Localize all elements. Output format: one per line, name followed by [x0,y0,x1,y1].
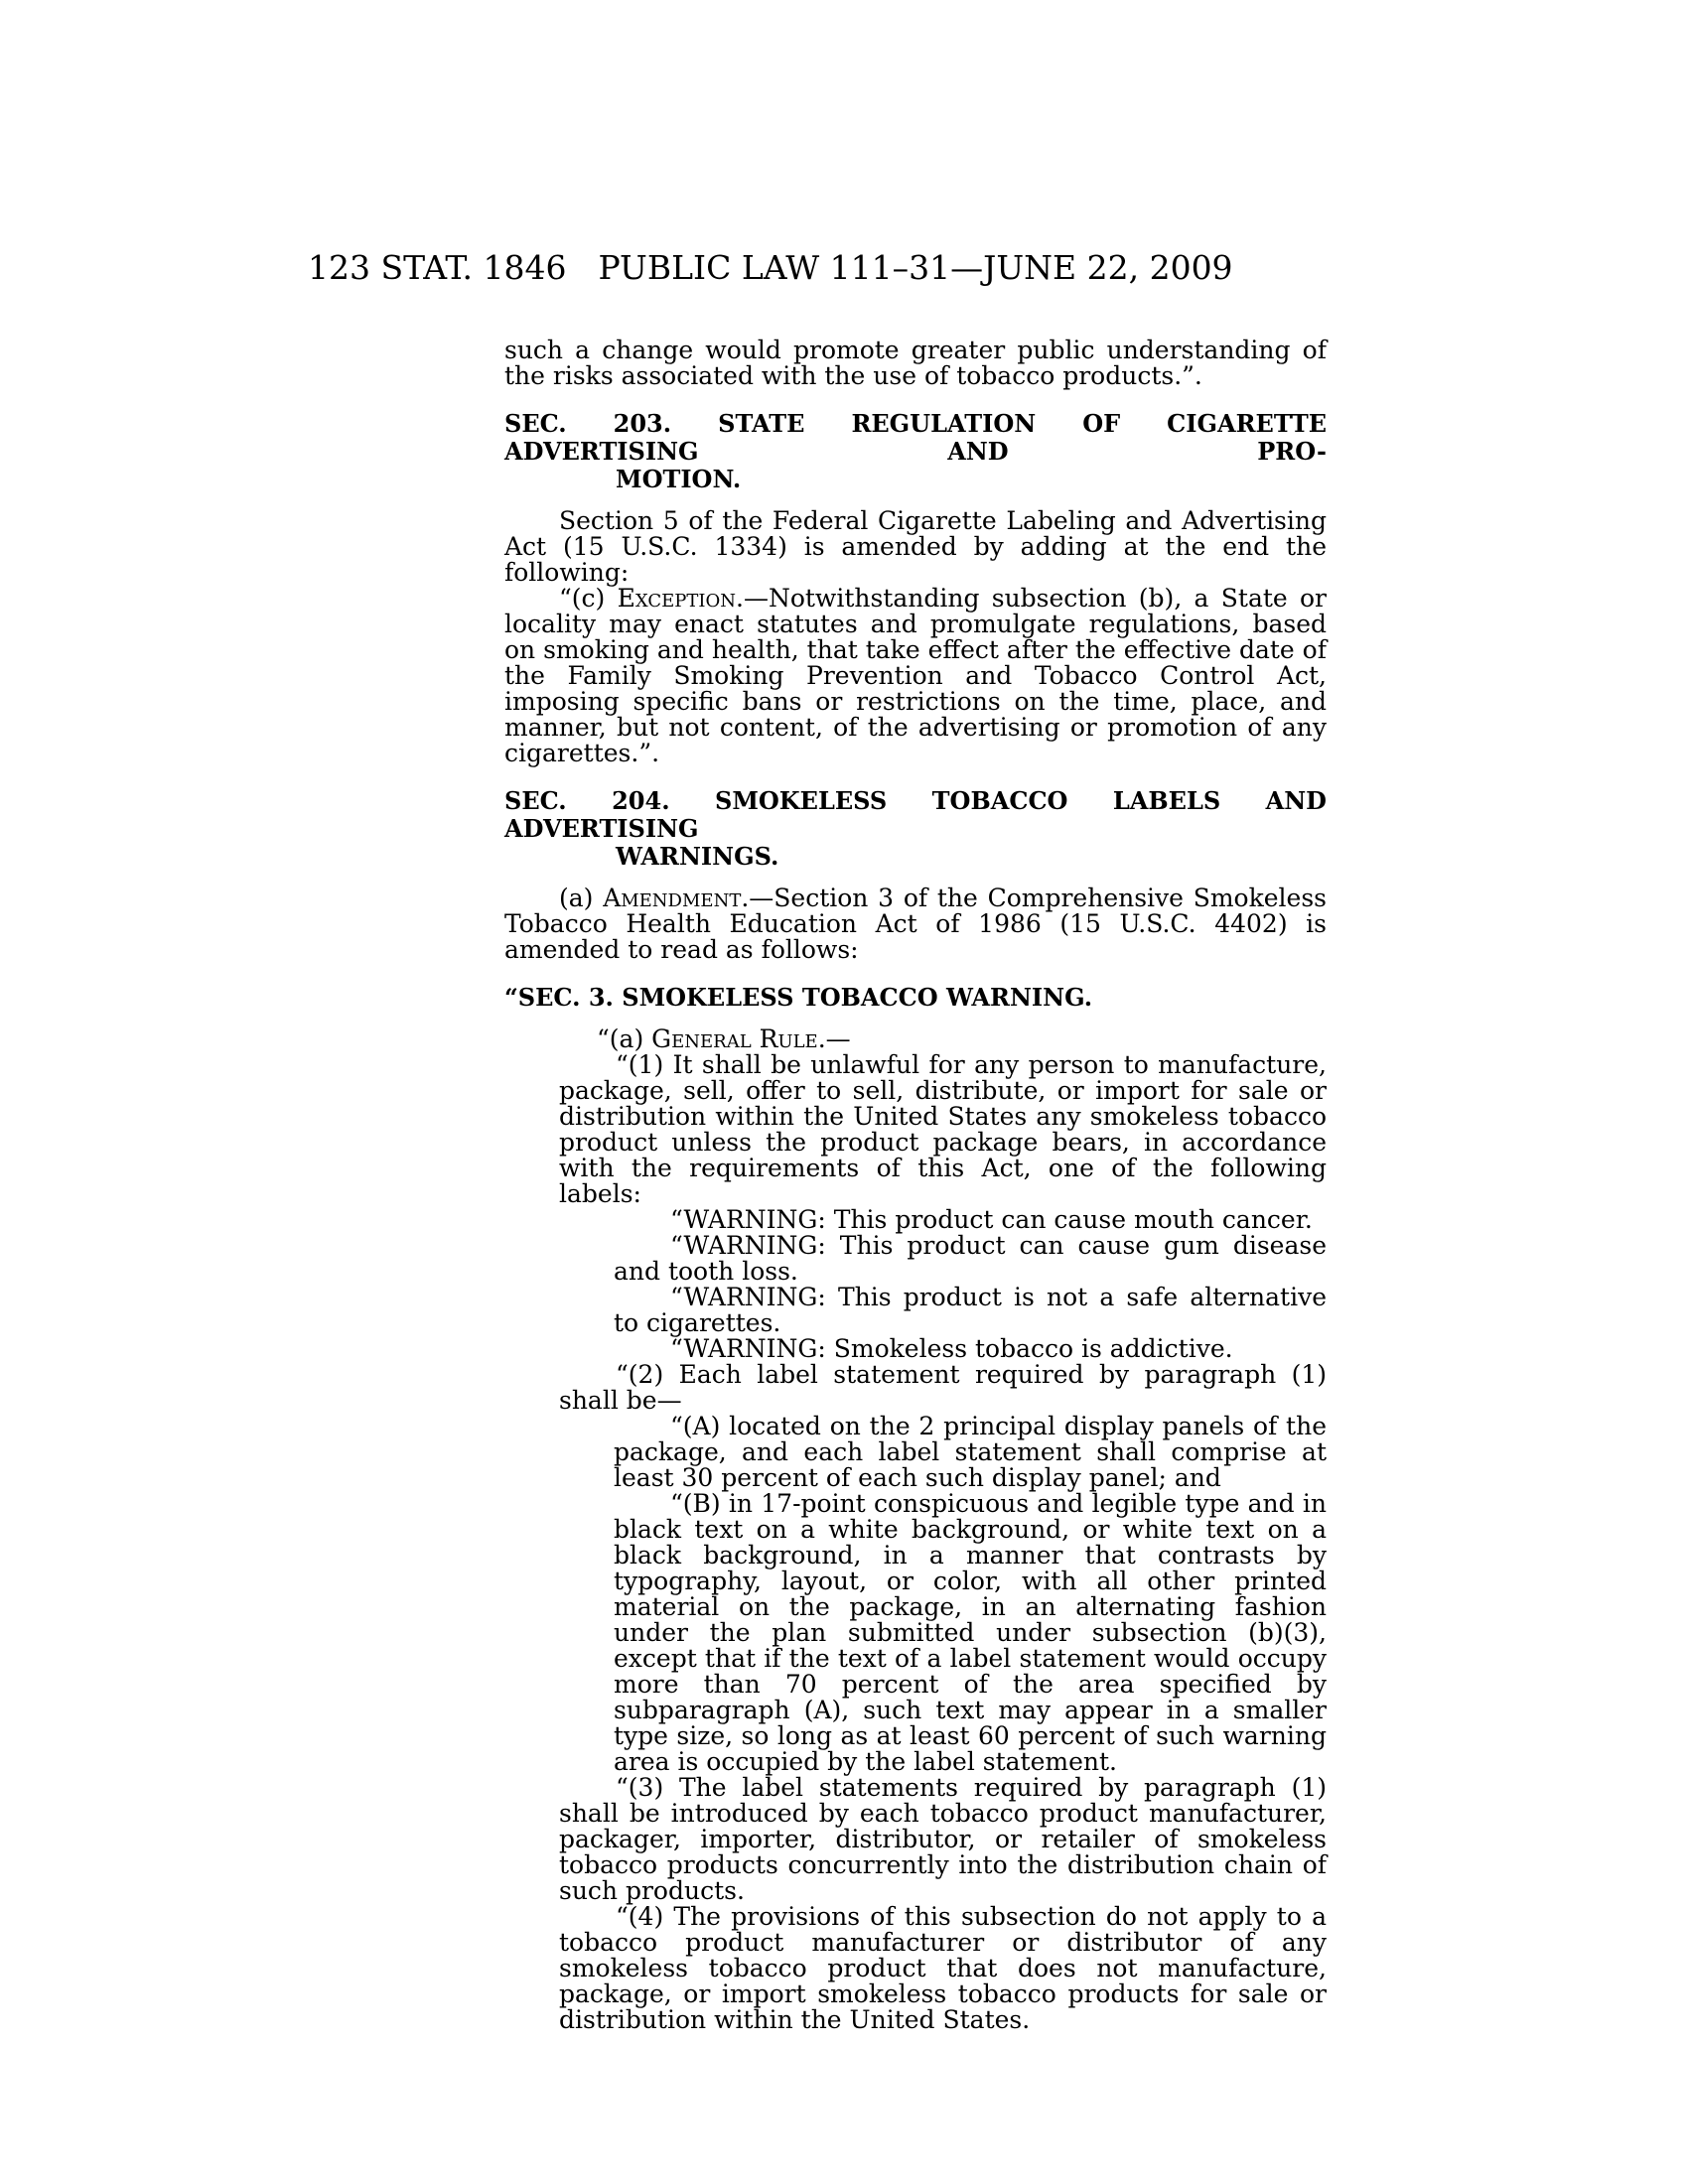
text-run: “(1) It shall be unlawful for any person to manufacture, package, sell, offer to sell, distribute, or import for sale or distribution within the United States any smokeless tobacco product unless the product package bears, in accordance with the requirements of this Act, one of the following labels: [559,1050,1327,1208]
quoted-section-heading [504,984,1327,1012]
running-head [0,250,1688,292]
text-run: “(B) in 17-point conspicuous and legible type and in black text on a white background, or white text on a black background, in a manner that contrasts by typography, layout, or color, with all other printed material on the package, in an alternating fashion under the plan submitted under subsection (b)(3), except that if the text of a label statement would occupy more than 70 percent of the area specified by subparagraph (A), such text may appear in a smaller type size, so long as at least 60 percent of such warning area is occupied by the label statement. [614,1489,1327,1776]
text-run: “(A) located on the 2 principal display panels of the package, and each label statement shall comprise at least 30 percent of each such display panel; and [614,1412,1327,1492]
small-caps-term: General Rule [651,1024,818,1053]
small-caps-term: Exception [617,584,736,613]
statute-paragraph [504,1775,1327,1904]
stat-page-number: 123 STAT. 1846 [308,248,567,287]
text-run: .—Notwithstanding subsection (b), a State or locality may enact statutes and promulgate regulations, based on smoking and health, that take effect after the effective date of the Family Smoking Prevention and Tobacco Control Act, imposing specific bans or restrictions on the time, place, and manner, but not content, of the advertising or promotion of any cigarettes.”. [504,584,1327,767]
public-law-title: PUBLIC LAW 111–31—JUNE 22, 2009 [598,248,1233,287]
section-heading [504,410,1327,493]
statute-subparagraph [504,1285,1327,1336]
statute-subparagraph [504,1207,1327,1233]
text-run: “WARNING: This product can cause gum disease and tooth loss. [614,1231,1327,1286]
statute-subparagraph [504,1491,1327,1775]
statute-paragraph [504,508,1327,586]
statute-paragraph [504,338,1327,389]
text-run: “WARNING: This product can cause mouth cancer. [670,1205,1313,1234]
statute-paragraph [504,1052,1327,1207]
text-run: Section 5 of the Federal Cigarette Labeling and Advertising Act (15 U.S.C. 1334) is amended by adding at the end the following: [504,506,1327,587]
text-run: “(4) The provisions of this subsection do not apply to a tobacco product manufacturer or distributor of any smokeless tobacco product that does not manufacture, package, or import smokeless tobacco products for sale or distribution within the United States. [559,1902,1327,2034]
text-run: “(a) [597,1024,652,1053]
statute-subparagraph [504,1233,1327,1285]
statute-paragraph [504,586,1327,766]
heading-line: “SEC. 3. SMOKELESS TOBACCO WARNING. [504,983,1093,1012]
statute-paragraph [504,1362,1327,1414]
small-caps-term: Amendment [603,884,742,912]
heading-line: SEC. 204. SMOKELESS TOBACCO LABELS AND ADVERTISING [504,786,1327,843]
text-run: .—Section 3 of the Comprehensive Smokeless Tobacco Health Education Act of 1986 (15 U.S.C. 4402) is amended to read as follows: [504,884,1328,964]
text-run: “(2) Each label statement required by paragraph (1) shall be— [559,1360,1327,1415]
text-run: (a) [559,884,604,912]
statute-paragraph [504,1026,1327,1052]
statute-subparagraph [504,1414,1327,1491]
statute-body [504,338,1327,2033]
heading-line: WARNINGS. [616,842,779,871]
statute-subparagraph [504,1336,1327,1362]
statute-paragraph [504,1904,1327,2033]
text-run: “WARNING: Smokeless tobacco is addictive. [670,1334,1233,1363]
text-run: “(3) The label statements required by paragraph (1) shall be introduced by each tobacco product manufacturer, packager, importer, distributor, or retailer of smokeless tobacco products concurrently into the distribution chain of such products. [559,1773,1327,1905]
section-heading [504,787,1327,871]
text-run: .— [817,1024,851,1053]
heading-line: SEC. 203. STATE REGULATION OF CIGARETTE ADVERTISING AND PRO- [504,409,1327,466]
text-run: such a change would promote greater public understanding of the risks associated with the use of tobacco products.”. [504,336,1327,390]
statute-paragraph [504,886,1327,963]
text-run: “WARNING: This product is not a safe alternative to cigarettes. [614,1283,1327,1337]
text-run: “(c) [559,584,618,613]
heading-line: MOTION. [616,465,742,493]
